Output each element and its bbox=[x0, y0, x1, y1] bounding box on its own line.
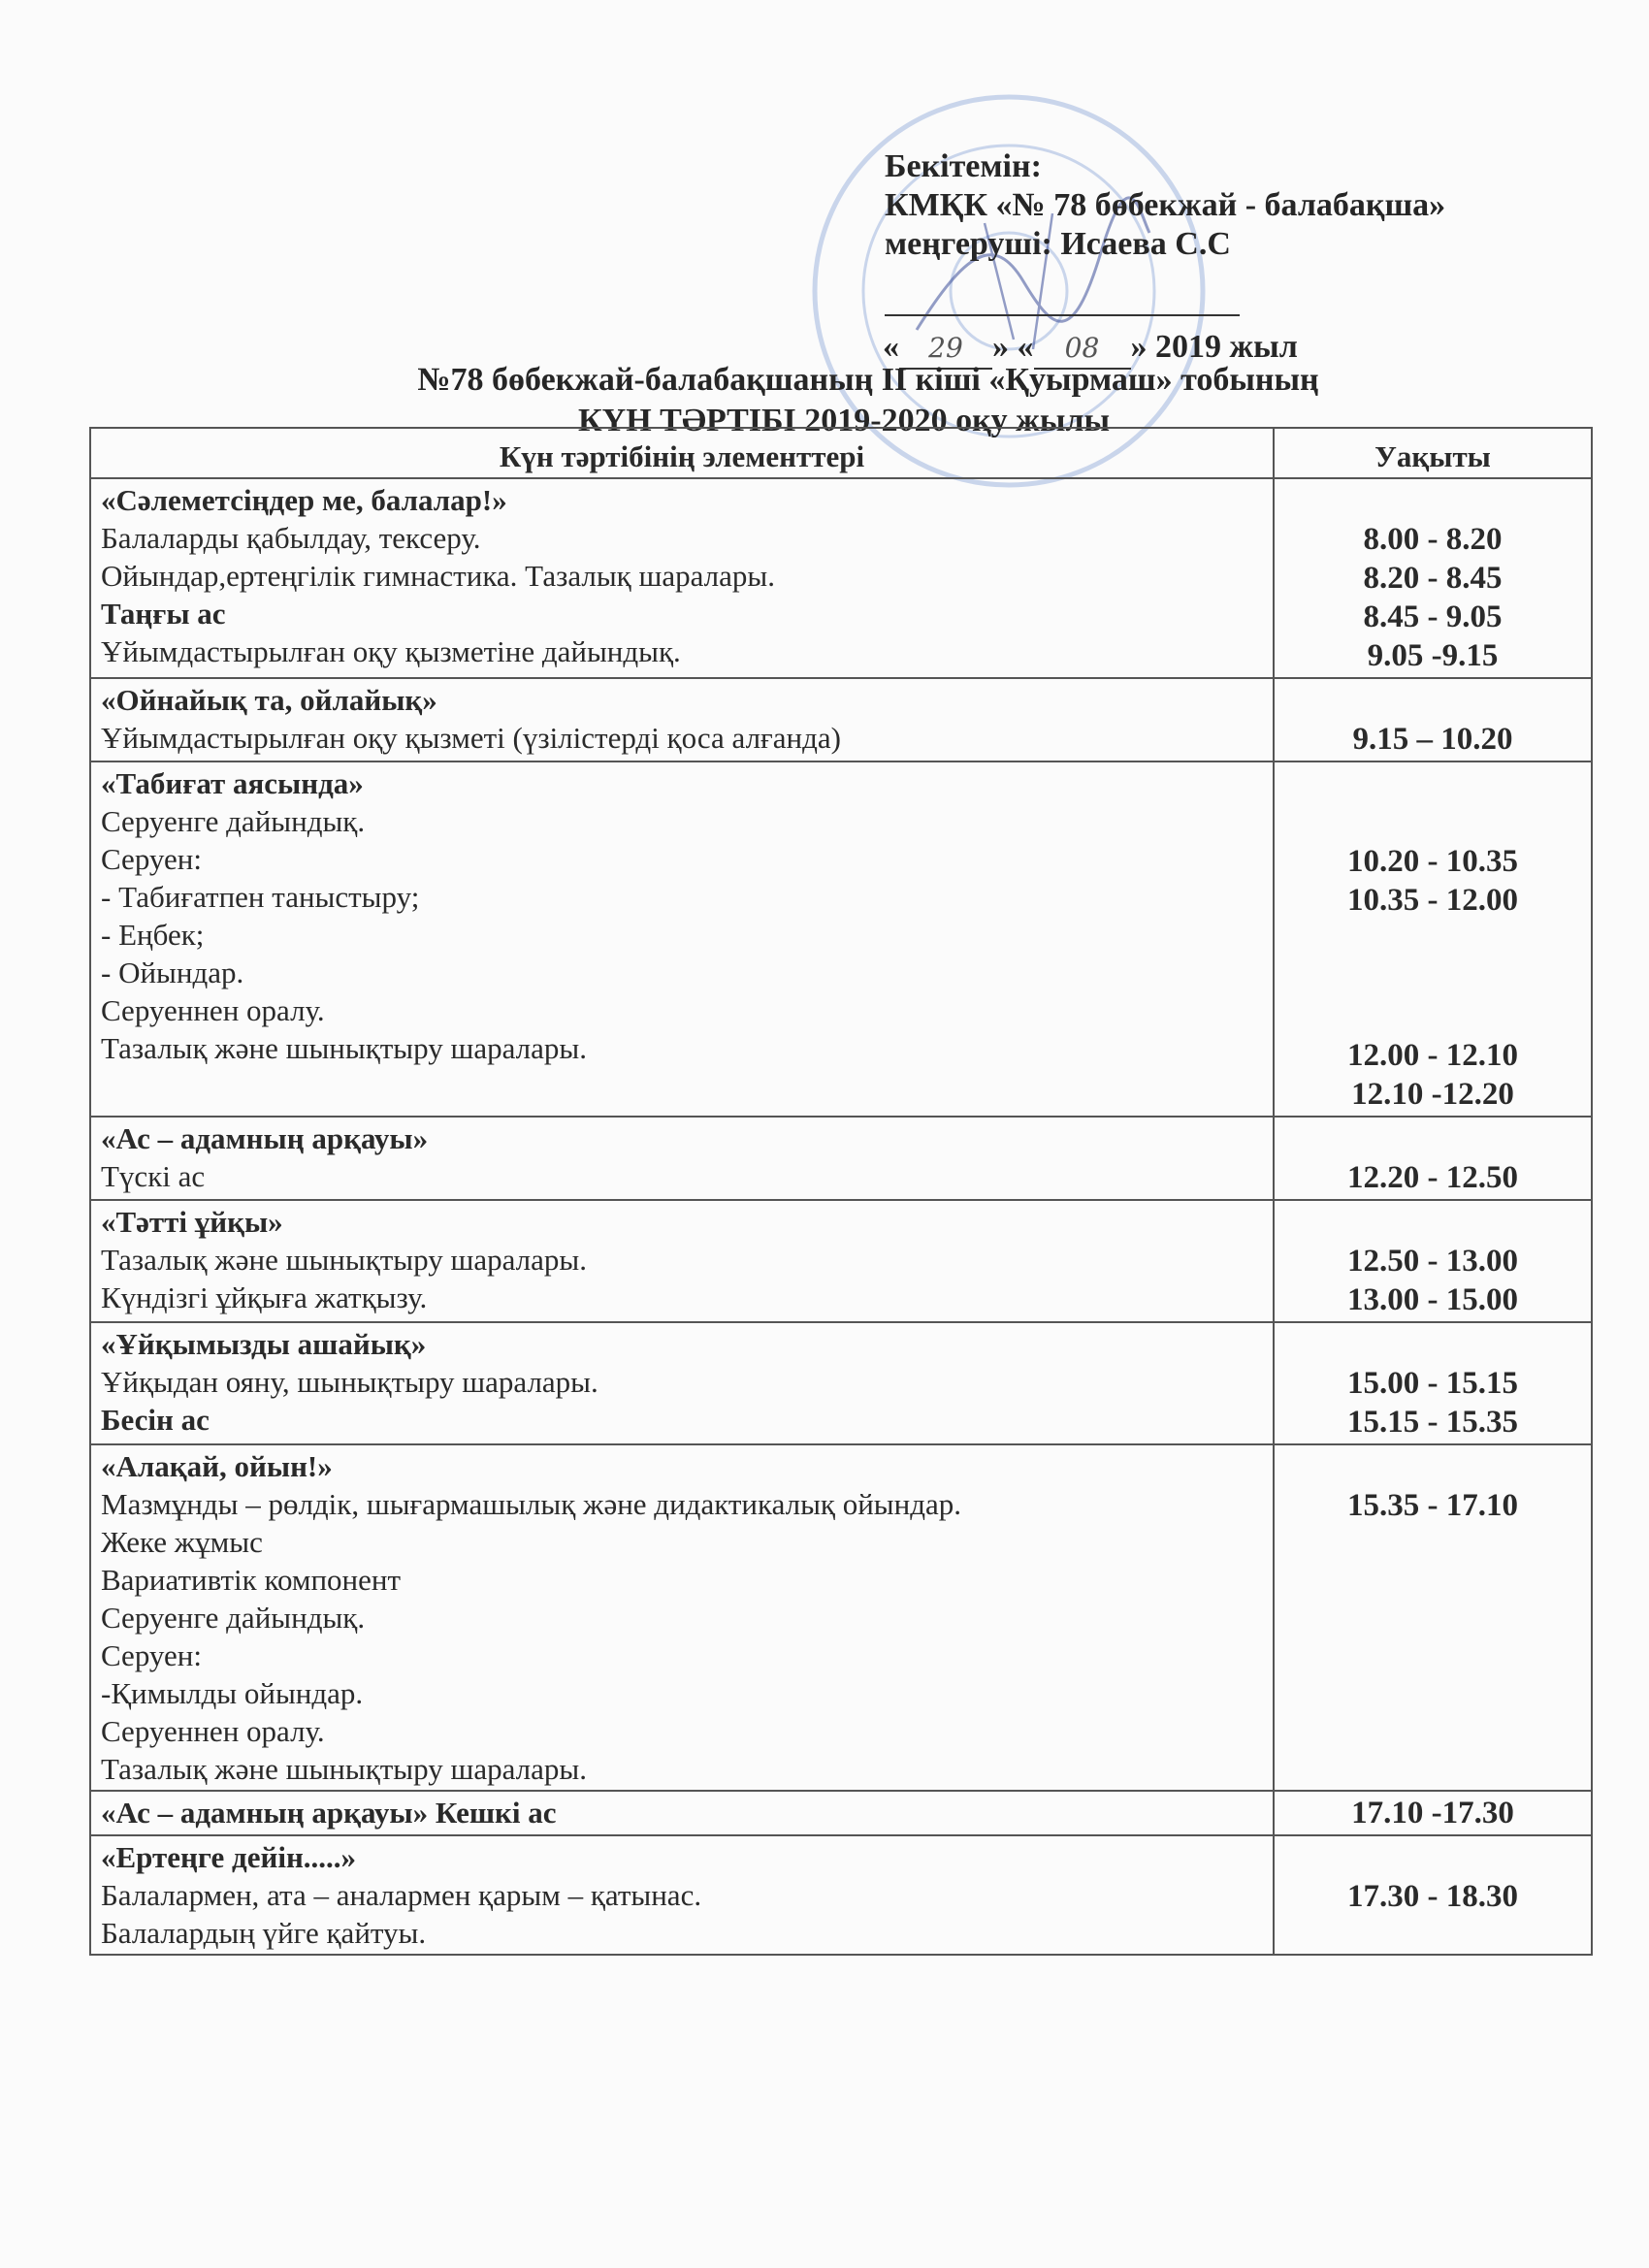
schedule-element-cell bbox=[90, 678, 1274, 761]
time-range: 17.30 - 18.30 bbox=[1347, 1879, 1518, 1914]
time-cell bbox=[1274, 1835, 1592, 1955]
activity-line: Ойындар,ертеңгілік гимнастика. Тазалық шаралары. bbox=[101, 559, 775, 593]
table-header-row bbox=[90, 428, 1592, 478]
section-heading: «Ертеңге дейін.....» bbox=[101, 1840, 357, 1874]
time-range: 10.20 - 10.35 bbox=[1347, 844, 1518, 879]
activity-line: Балаларды қабылдау, тексеру. bbox=[101, 521, 481, 555]
time-range bbox=[1284, 1203, 1581, 1242]
table-row bbox=[90, 1200, 1592, 1322]
time-cell bbox=[1274, 1791, 1592, 1835]
section-heading: «Ұйқымызды ашайық» bbox=[101, 1327, 427, 1361]
activity-line: Ұйымдастырылған оқу қызметіне дайындық. bbox=[101, 634, 681, 668]
activity-line: Түскі ас bbox=[101, 1159, 206, 1193]
schedule-element-cell bbox=[90, 1835, 1274, 1955]
time-range: 9.05 -9.15 bbox=[1367, 638, 1499, 673]
schedule-element-cell bbox=[90, 1322, 1274, 1444]
table-row bbox=[90, 761, 1592, 1117]
activity-line: Бесін ас bbox=[101, 1403, 210, 1437]
signature-line bbox=[885, 314, 1240, 316]
time-cell bbox=[1274, 1200, 1592, 1322]
time-range bbox=[1284, 1325, 1581, 1364]
activity-line: Балалармен, ата – аналармен қарым – қатынас. bbox=[101, 1878, 702, 1912]
time-range: 12.20 - 12.50 bbox=[1347, 1160, 1518, 1195]
activity-line: Серуеннен оралу. bbox=[101, 993, 325, 1027]
time-range: 8.00 - 8.20 bbox=[1363, 522, 1503, 557]
section-heading: «Ас – адамның арқауы» Кешкі ас bbox=[101, 1796, 557, 1830]
time-range bbox=[1284, 481, 1581, 520]
time-range bbox=[1284, 803, 1581, 842]
activity-line: Серуенге дайындық. bbox=[101, 1601, 366, 1635]
activity-line: -Қимылды ойындар. bbox=[101, 1676, 364, 1710]
document-title: №78 бөбекжай-балабақшаның II кіші «Қуырмаш» тобының bbox=[417, 362, 1319, 398]
date-year: 2019 жыл bbox=[1155, 329, 1298, 365]
date-quote-close: » bbox=[992, 329, 1009, 365]
time-range: 15.35 - 17.10 bbox=[1347, 1488, 1518, 1523]
activity-line: Тазалық және шынықтыру шаралары. bbox=[101, 1243, 587, 1277]
section-heading: «Ас – адамның арқауы» bbox=[101, 1121, 429, 1155]
schedule-element-cell bbox=[90, 1791, 1274, 1835]
section-heading: «Алақай, ойын!» bbox=[101, 1449, 333, 1483]
time-range: 9.15 – 10.20 bbox=[1352, 722, 1513, 757]
time-range: 10.35 - 12.00 bbox=[1347, 883, 1518, 918]
section-heading: «Тәтті ұйқы» bbox=[101, 1205, 283, 1239]
time-range: 8.45 - 9.05 bbox=[1363, 599, 1503, 634]
column-header-time: Уақыты bbox=[1274, 428, 1592, 478]
time-cell bbox=[1274, 1322, 1592, 1444]
time-range bbox=[1284, 958, 1581, 997]
activity-line: Жеке жұмыс bbox=[101, 1525, 263, 1559]
time-range: 15.15 - 15.35 bbox=[1347, 1405, 1518, 1440]
date-quote-open: « bbox=[883, 329, 899, 365]
activity-line: Мазмұнды – рөлдік, шығармашылық және дидактикалық ойындар. bbox=[101, 1487, 962, 1521]
section-heading: «Сәлеметсіңдер ме, балалар!» bbox=[101, 483, 507, 517]
time-range bbox=[1284, 997, 1581, 1036]
activity-line: Тазалық және шынықтыру шаралары. bbox=[101, 1752, 587, 1786]
time-range bbox=[1284, 1447, 1581, 1486]
daily-schedule-table bbox=[89, 427, 1593, 1956]
activity-line: - Еңбек; bbox=[101, 918, 205, 952]
time-range bbox=[1284, 764, 1581, 803]
time-range bbox=[1284, 1119, 1581, 1158]
table-row bbox=[90, 1117, 1592, 1200]
time-cell bbox=[1274, 761, 1592, 1117]
approval-heading: Бекітемін: bbox=[885, 148, 1042, 184]
time-range: 12.10 -12.20 bbox=[1351, 1077, 1514, 1112]
time-range: 12.50 - 13.00 bbox=[1347, 1244, 1518, 1279]
activity-line: Тазалық және шынықтыру шаралары. bbox=[101, 1031, 587, 1065]
activity-line: - Табиғатпен таныстыру; bbox=[101, 880, 420, 914]
schedule-rows bbox=[90, 478, 1592, 1955]
schedule-element-cell bbox=[90, 1444, 1274, 1791]
time-cell bbox=[1274, 478, 1592, 678]
activity-line: Таңғы ас bbox=[101, 597, 226, 631]
activity-line: Балалардың үйге қайтуы. bbox=[101, 1916, 427, 1950]
activity-line: Ұйымдастырылған оқу қызметі (үзілістерді қоса алғанда) bbox=[101, 721, 841, 755]
time-cell bbox=[1274, 678, 1592, 761]
table-row bbox=[90, 678, 1592, 761]
activity-line: Серуен: bbox=[101, 1638, 202, 1672]
time-range bbox=[1284, 1838, 1581, 1877]
time-range: 17.10 -17.30 bbox=[1351, 1796, 1514, 1831]
time-range bbox=[1284, 681, 1581, 720]
time-range: 13.00 - 15.00 bbox=[1347, 1282, 1518, 1317]
activity-line: - Ойындар. bbox=[101, 956, 244, 989]
date-month: 08 bbox=[1034, 329, 1131, 370]
time-cell bbox=[1274, 1117, 1592, 1200]
date-quote-open: « bbox=[1017, 329, 1034, 365]
schedule-element-cell bbox=[90, 478, 1274, 678]
table-row bbox=[90, 1835, 1592, 1955]
date-quote-close: » bbox=[1130, 329, 1148, 365]
approval-organization: КМҚК «№ 78 бөбекжай - балабақша» bbox=[885, 187, 1446, 223]
activity-line: Серуен: bbox=[101, 842, 202, 876]
activity-line: Күндізгі ұйқыға жатқызу. bbox=[101, 1280, 428, 1314]
column-header-elements: Күн тәртібінің элементтері bbox=[90, 428, 1274, 478]
activity-line: Вариативтік компонент bbox=[101, 1563, 402, 1597]
section-heading: «Табиғат аясында» bbox=[101, 766, 364, 800]
table-row bbox=[90, 478, 1592, 678]
activity-line: Ұйқыдан ояну, шынықтыру шаралары. bbox=[101, 1365, 598, 1399]
section-heading: «Ойнайық та, ойлайық» bbox=[101, 683, 437, 717]
table-row bbox=[90, 1791, 1592, 1835]
activity-line: Серуеннен оралу. bbox=[101, 1714, 325, 1748]
time-range: 8.20 - 8.45 bbox=[1363, 561, 1503, 596]
date-day: 29 bbox=[899, 329, 992, 370]
activity-line: Серуенге дайындық. bbox=[101, 804, 366, 838]
approval-head: меңгеруші: Исаева С.С bbox=[885, 226, 1231, 262]
table-row bbox=[90, 1322, 1592, 1444]
schedule-element-cell bbox=[90, 1200, 1274, 1322]
approval-block bbox=[885, 147, 1564, 264]
schedule-element-cell bbox=[90, 1117, 1274, 1200]
table-row bbox=[90, 1444, 1592, 1791]
schedule-element-cell bbox=[90, 761, 1274, 1117]
document-subtitle: КҮН ТӘРТІБІ 2019-2020 оқу жылы bbox=[578, 403, 1110, 438]
time-range: 15.00 - 15.15 bbox=[1347, 1366, 1518, 1401]
time-cell bbox=[1274, 1444, 1592, 1791]
time-range bbox=[1284, 920, 1581, 958]
time-range: 12.00 - 12.10 bbox=[1347, 1038, 1518, 1073]
